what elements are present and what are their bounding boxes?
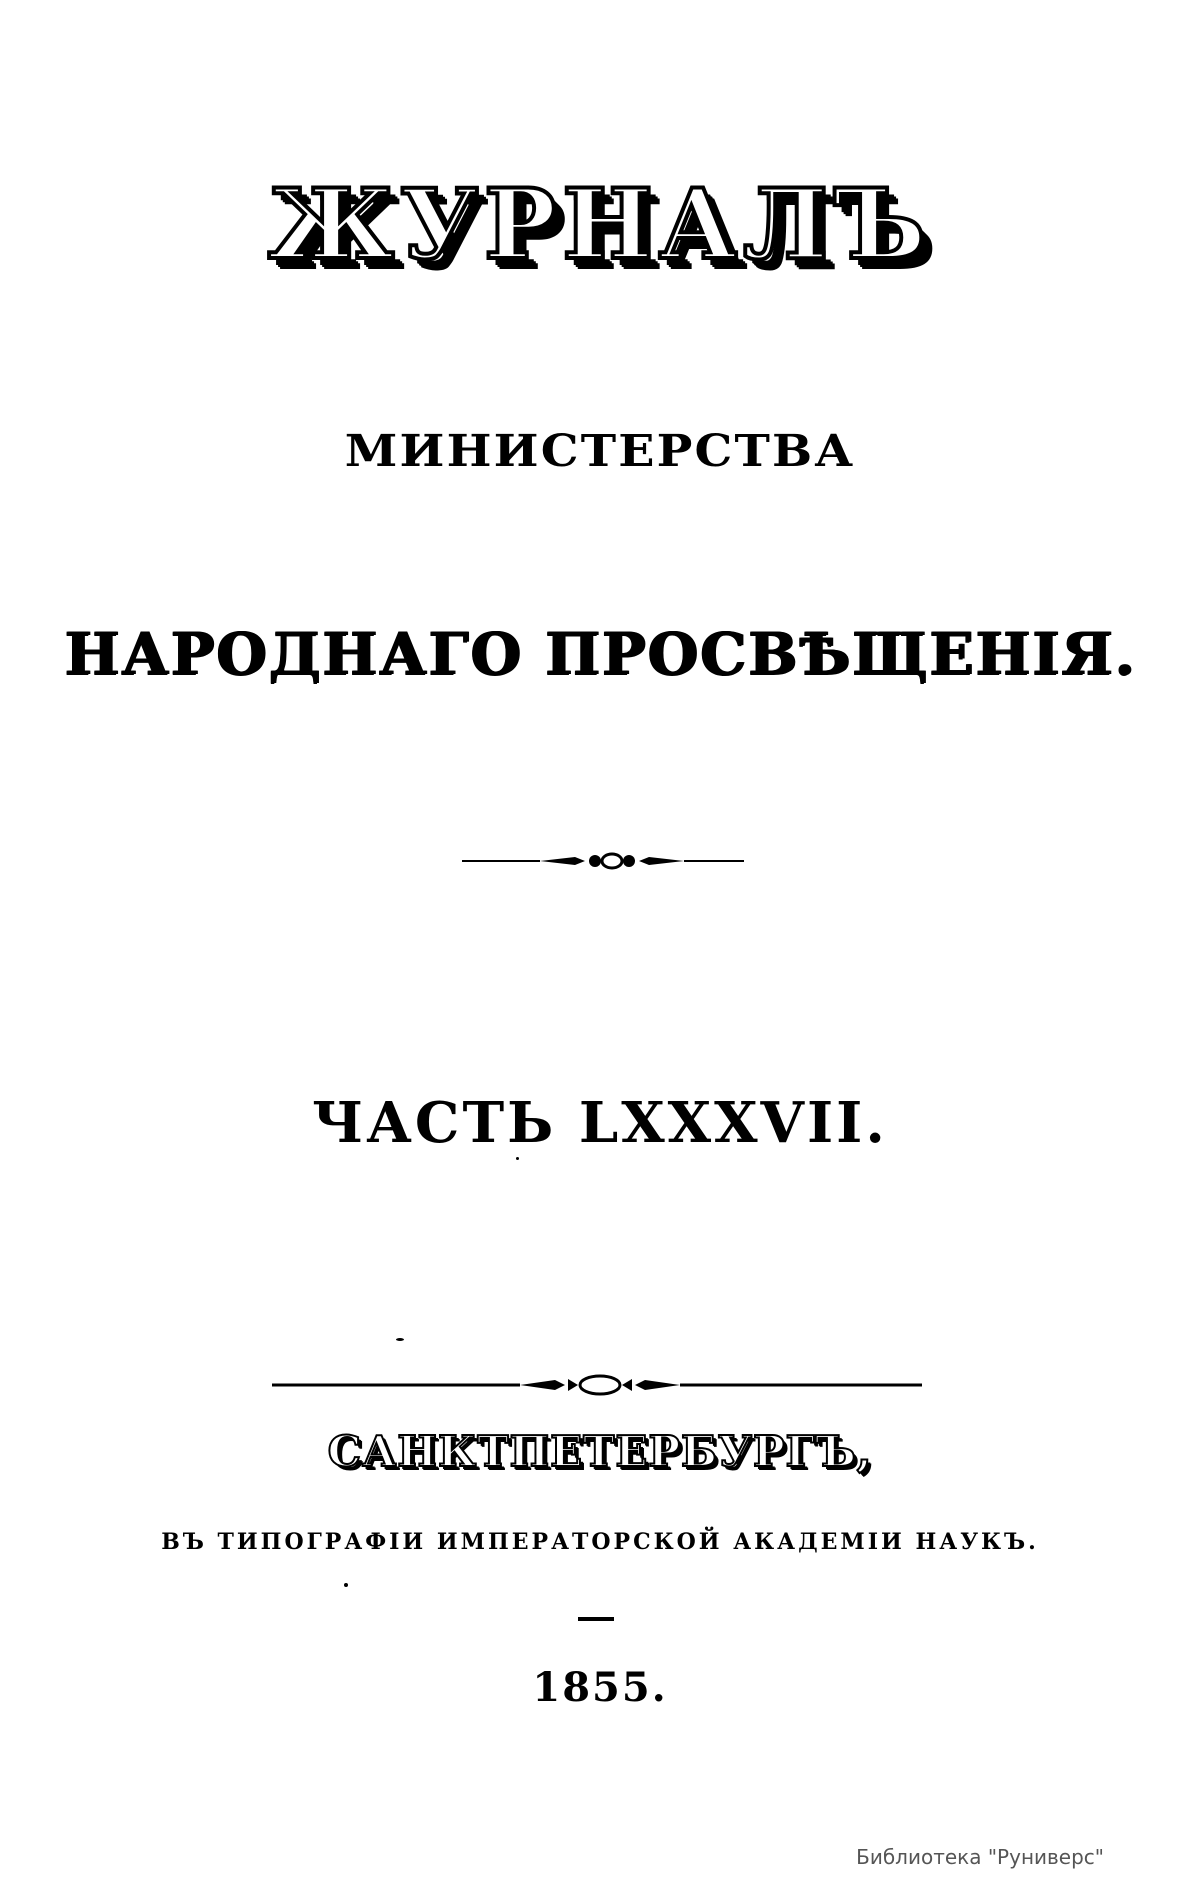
- imprint-printer: ВЪ ТИПОГРАФІИ ИМПЕРАТОРСКОЙ АКАДЕМІИ НАУКЪ.: [161, 1529, 1039, 1555]
- education-line: НАРОДНАГО ПРОСВѢЩЕНІЯ.: [63, 620, 1137, 688]
- ink-speck: [344, 1583, 348, 1587]
- imprint-year: 1855.: [532, 1664, 668, 1711]
- ministry-line: МИНИСТЕРСТВА: [344, 426, 856, 477]
- ornament-divider-top: [0, 849, 1200, 873]
- imprint-city: САНКТПЕТЕРБУРГЪ,: [327, 1427, 873, 1476]
- library-watermark: Библиотека "Руниверс": [856, 1845, 1104, 1869]
- journal-title: ЖУРНАЛЪ: [268, 168, 932, 281]
- ink-speck: [516, 1157, 519, 1160]
- ornament-divider-bottom: [0, 1370, 1200, 1400]
- ink-speck: [396, 1338, 404, 1341]
- separator-dash: [578, 1617, 614, 1621]
- volume-label: ЧАСТЬ LXXXVII.: [312, 1090, 888, 1156]
